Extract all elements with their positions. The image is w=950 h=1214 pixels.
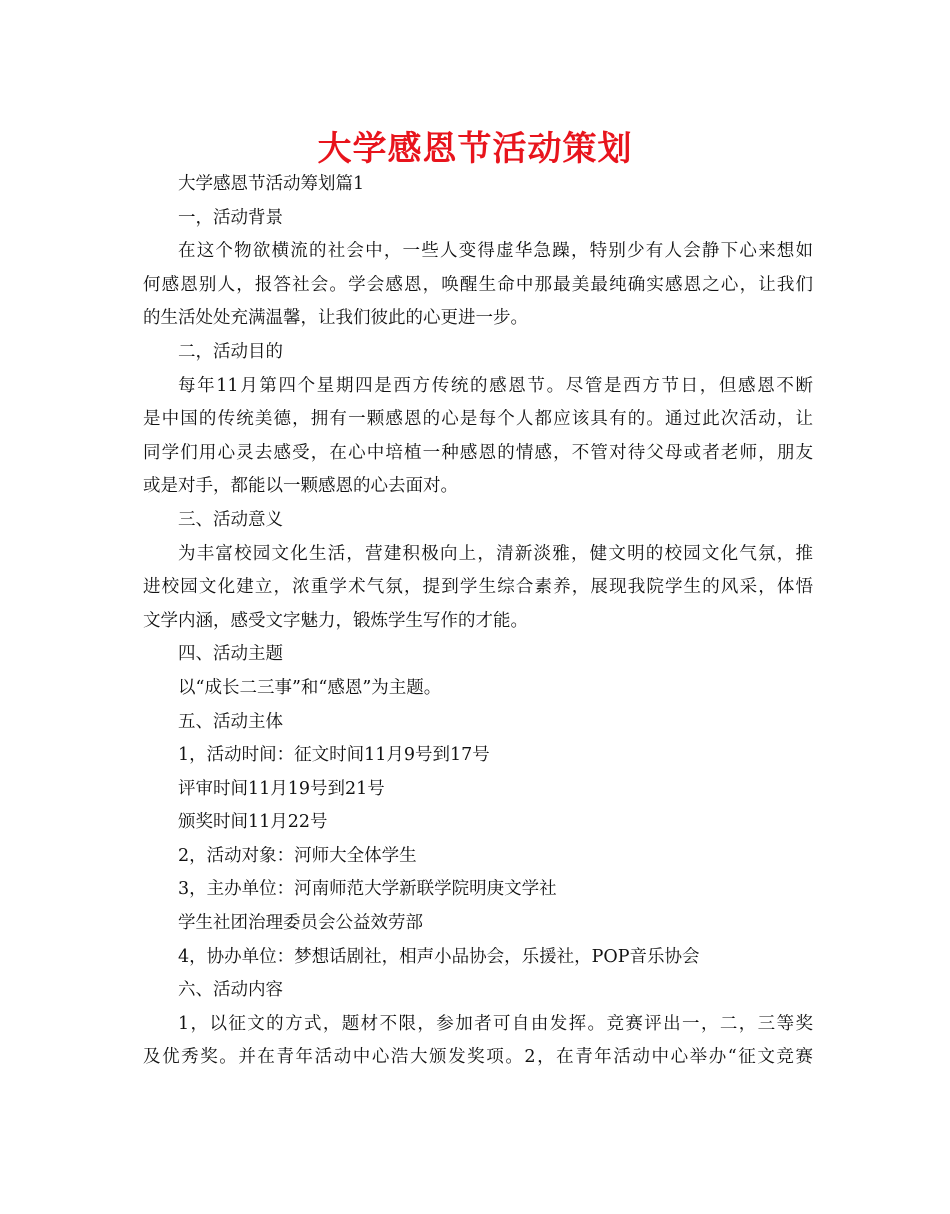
paragraph-line: 在这个物欲横流的社会中，一些人变得虚华急躁，特别少有人会静下心来想如 bbox=[178, 241, 813, 262]
list-item: 3，主办单位：河南师范大学新联学院明庚文学社 bbox=[178, 879, 557, 900]
paragraph-line: 或是对手，都能以一颗感恩的心去面对。 bbox=[143, 476, 458, 497]
section-heading: 四、活动主题 bbox=[178, 644, 283, 665]
section-heading: 一，活动背景 bbox=[178, 207, 283, 228]
list-item: 颁奖时间11月22号 bbox=[178, 812, 328, 833]
list-item: 学生社团治理委员会公益效劳部 bbox=[178, 913, 423, 934]
section-heading: 三、活动意义 bbox=[178, 509, 283, 530]
section-heading: 大学感恩节活动筹划篇1 bbox=[178, 174, 365, 194]
paragraph-line: 是中国的传统美德，拥有一颗感恩的心是每个人都应该具有的。通过此次活动，让 bbox=[143, 409, 813, 430]
paragraph-line: 及优秀奖。并在青年活动中心浩大颁发奖项。2，在青年活动中心举办“征文竞赛 bbox=[143, 1047, 813, 1068]
section-heading: 五、活动主体 bbox=[178, 711, 283, 732]
list-item: 1，活动时间：征文时间11月9号到17号 bbox=[178, 745, 490, 766]
list-item: 评审时间11月19号到21号 bbox=[178, 778, 385, 799]
paragraph-line: 为丰富校园文化生活，营建积极向上，清新淡雅，健文明的校园文化气氛，推 bbox=[178, 543, 813, 564]
paragraph-line: 的生活处处充满温馨，让我们彼此的心更进一步。 bbox=[143, 308, 528, 329]
paragraph-line: 进校园文化建立，浓重学术气氛，提到学生综合素养，展现我院学生的风采，体悟 bbox=[143, 577, 813, 598]
paragraph-line: 同学们用心灵去感受，在心中培植一种感恩的情感，不管对待父母或者老师，朋友 bbox=[143, 442, 813, 463]
paragraph-line: 文学内涵，感受文字魅力，锻炼学生写作的才能。 bbox=[143, 610, 528, 631]
section-heading: 二，活动目的 bbox=[178, 341, 283, 362]
paragraph-line: 1，以征文的方式，题材不限，参加者可自由发挥。竞赛评出一，二，三等奖 bbox=[178, 1013, 813, 1034]
paragraph-line: 以“成长二三事”和“感恩”为主题。 bbox=[178, 677, 442, 698]
document-body bbox=[143, 168, 813, 1075]
document-title: 大学感恩节活动策划 bbox=[317, 129, 633, 169]
list-item: 2，活动对象：河师大全体学生 bbox=[178, 845, 417, 866]
paragraph-line: 何感恩别人，报答社会。学会感恩，唤醒生命中那最美最纯确实感恩之心，让我们 bbox=[143, 274, 813, 295]
section-heading: 六、活动内容 bbox=[178, 980, 283, 1001]
paragraph-line: 每年11月第四个星期四是西方传统的感恩节。尽管是西方节日，但感恩不断 bbox=[178, 375, 813, 396]
list-item: 4，协办单位：梦想话剧社，相声小品协会，乐援社，POP音乐协会 bbox=[178, 946, 700, 967]
